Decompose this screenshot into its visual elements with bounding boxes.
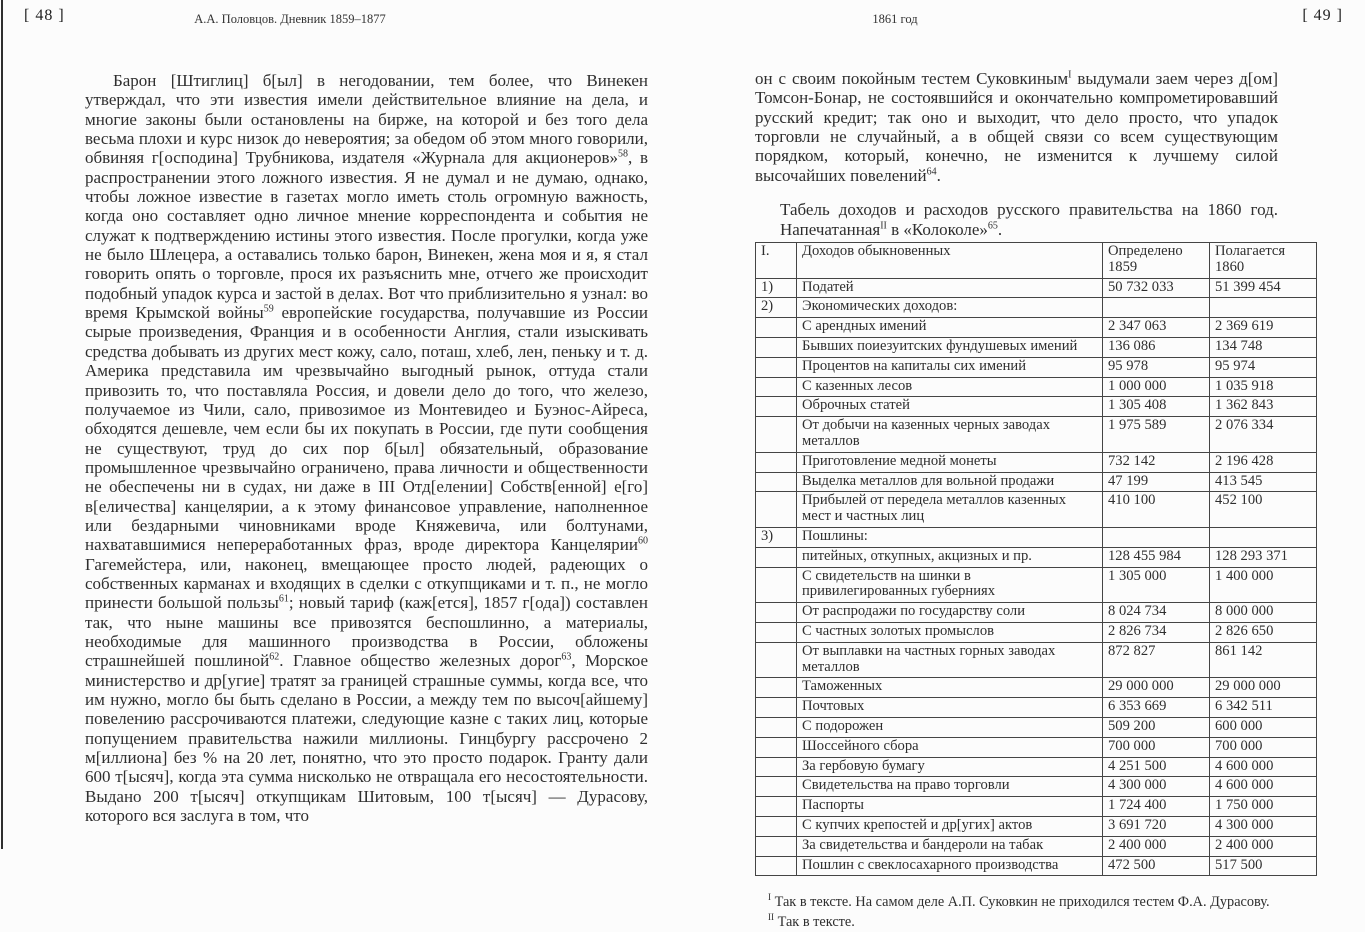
row-number [756,816,797,836]
row-number [756,623,797,643]
table-row [756,757,1317,777]
footnote-ref: 58 [618,148,629,160]
footnote: $^I$ Так в тексте. На самом деле А.П. Суковкин не приходился тестем Ф.А. Дурасову. [768,892,1270,911]
row-value-1859: 700 000 [1103,737,1210,757]
row-label: Приготовление медной монеты [797,452,1103,472]
table-row [756,737,1317,757]
row-value-1859: 509 200 [1103,717,1210,737]
row-value-1860: 2 369 619 [1210,318,1317,338]
header-ordinary-revenues: Доходов обыкновенных [797,243,1103,279]
table-row [756,338,1317,358]
page-number-left: [ 48 ] [24,7,65,24]
footnote-ref: 63 [561,651,572,663]
table-row [756,797,1317,817]
table-row [756,717,1317,737]
row-value-1859: 2 347 063 [1103,318,1210,338]
row-label: Процентов на капиталы сих имений [797,357,1103,377]
row-value-1859: 6 353 669 [1103,698,1210,718]
row-value-1860: 600 000 [1210,717,1317,737]
footnote-ref: 59 [263,303,274,315]
row-value-1860: 4 300 000 [1210,816,1317,836]
table-row [756,698,1317,718]
diary-paragraph-right: он с своим покойным тестем Суковкиным$^I$ выдумали заем через д[ом] Томсон-Бонар, не состоявшийся и окончательно компрометировавший русский кредит; так оно и выходит, что дело просто, что упадок торговли не случайный, а в общей связи со всем существующим порядком, который, конечно, не изменится к лучшему силой высочайших повелений$^{64}$. [755,69,1278,185]
footnote-ref: 62 [269,651,280,663]
row-label: Экономических доходов: [797,298,1103,318]
row-label: С подорожен [797,717,1103,737]
row-label: От добычи на казенных черных заводах металлов [797,417,1103,453]
table-row [756,836,1317,856]
row-number: 2) [756,298,797,318]
row-label: От выплавки на частных горных заводах металлов [797,642,1103,678]
table-header-row [756,243,1317,279]
row-number: 3) [756,528,797,548]
header-section-numeral: I. [756,243,797,279]
row-value-1860 [1210,298,1317,318]
row-number [756,567,797,603]
row-label: Пошлин с свеклосахарного производства [797,856,1103,876]
row-value-1859: 2 826 734 [1103,623,1210,643]
running-title-left: А.А. Половцов. Дневник 1859–1877 [194,12,386,26]
row-number [756,318,797,338]
page-number-right: [ 49 ] [1302,7,1343,24]
row-value-1860: 2 826 650 [1210,623,1317,643]
table-row [756,472,1317,492]
row-value-1860: 95 974 [1210,357,1317,377]
row-number [756,547,797,567]
table-row [756,678,1317,698]
row-number [756,377,797,397]
table-row [756,357,1317,377]
footnote-ref: 61 [278,593,289,605]
row-label: От распродажи по государству соли [797,603,1103,623]
row-value-1860: 1 400 000 [1210,567,1317,603]
row-number: 1) [756,278,797,298]
row-label: За свидетельства и бандероли на табак [797,836,1103,856]
footnote-marker: II [768,912,774,923]
row-value-1860: 8 000 000 [1210,603,1317,623]
row-number [756,642,797,678]
table-row [756,603,1317,623]
table-row [756,492,1317,528]
row-value-1859: 472 500 [1103,856,1210,876]
table-row [756,777,1317,797]
row-value-1859: 4 300 000 [1103,777,1210,797]
footnote-ref: II [880,219,887,231]
row-label: Выделка металлов для вольной продажи [797,472,1103,492]
row-value-1859: 1 305 408 [1103,397,1210,417]
row-label: Оброчных статей [797,397,1103,417]
row-value-1859: 732 142 [1103,452,1210,472]
row-value-1859 [1103,528,1210,548]
row-value-1860 [1210,528,1317,548]
row-value-1859: 128 455 984 [1103,547,1210,567]
row-number [756,357,797,377]
header-expected-1860: Полагается 1860 [1210,243,1317,279]
row-value-1860: 1 362 843 [1210,397,1317,417]
row-value-1860: 134 748 [1210,338,1317,358]
table-row [756,528,1317,548]
row-number [756,777,797,797]
row-value-1860: 452 100 [1210,492,1317,528]
row-number [756,492,797,528]
table-row [756,567,1317,603]
table-row [756,397,1317,417]
row-number [756,452,797,472]
footnotes [755,893,1278,932]
row-value-1859: 1 724 400 [1103,797,1210,817]
row-number [756,338,797,358]
row-label: Прибылей от передела металлов казенных мест и частных лиц [797,492,1103,528]
row-label: С арендных имений [797,318,1103,338]
row-label: Податей [797,278,1103,298]
row-label: Почтовых [797,698,1103,718]
row-number [756,836,797,856]
row-label: С свидетельств на шинки в привилегированных губерниях [797,567,1103,603]
row-value-1860: 51 399 454 [1210,278,1317,298]
row-value-1859: 50 732 033 [1103,278,1210,298]
row-label: С купчих крепостей и др[угих] актов [797,816,1103,836]
row-label: С казенных лесов [797,377,1103,397]
header-determined-1859: Определено 1859 [1103,243,1210,279]
row-value-1860: 1 750 000 [1210,797,1317,817]
row-number [756,678,797,698]
row-value-1859: 1 975 589 [1103,417,1210,453]
row-label: Шоссейного сбора [797,737,1103,757]
row-value-1860: 1 035 918 [1210,377,1317,397]
row-value-1859: 47 199 [1103,472,1210,492]
table-row [756,452,1317,472]
diary-paragraph-left: Барон [Штиглиц] б[ыл] в негодовании, тем более, что Винекен утверждал, что эти известия имели действительное влияние на дела, и многие законы были остановлены на бирже, на которой и без того дела весьма плохи и курс низок до невероятия; за обедом об этом много говорили, обвиняя г[осподина] Трубникова, издателя «Журнала для акционеров»$^{58}$, в распространении этого ложного известия. Я не думал и не думаю, однако, чтобы ложное известие в газетах могло иметь столь огромную важность, когда оно составляет одно личное мнение корреспондента и события не служат к подтверждению истины этого известия. После прогулки, когда уже не было Шлецера, а оставались только барон, Винекен, жена моя и я, я стал говорить опять о торговле, прося их разъяснить мне, отчего же происходит подобный упадок курса и застой в делах. Вот что приблизительно я узнал: во время Крымской войны$^{59}$ европейские государства, получавшие из России сырые произведения, Франция и в особенности Англия, стали изыскивать средства добывать из других мест кожу, сало, поташ, хлеб, лен, пеньку и т. д. Америка представила им чрезвычайно выгодный рынок, оттуда стали привозить то, что поставляла Россия, и довели дело до того, что железо, получаемое из Чили, сало, привозимое из Монтевидео и Буэнос-Айреса, обходятся дешевле, чем если бы их покупать в России, где пути сообщения не существуют, труд до сих пор б[ыл] обязательный, образование промышленное чрезвычайно ограничено, права личности и общественности не обеспечены ни в судах, ни даже в III Отд[елении] Собств[енной] е[го] в[еличества] канцелярии, а к этому финансовое управление, наполненное или бездарными чиновниками вроде Княжевича, или болтунами, нахватавшимися непереработанных фраз, вроде директора Канцелярии$^{60}$ Гагемейстера, или, наконец, вмещающее просто людей, радеющих о собственных карманах и входящих в сделки с откупщиками и т. п., не могло принести большой пользы$^{61}$; новый тариф (каж[ется], 1857 г[ода]) составлен так, что ныне машины все привозятся беспошлинно, а материалы, необходимые для машинного производства в России, обложены страшнейшей пошлиной$^{62}$. Главное общество железных дорог$^{63}$, Морское министерство и др[угие] тратят за границей страшные суммы, когда все, что им нужно, могло бы быть сделано в России, а между тем по высоч[айшему] повелению рассрочиваются платежи, следующие казне с таких лиц, которые попущением правительства нажили миллионы. Гинцбургу рассрочено 2 м[иллиона] без % на 20 лет, понятно, что это просто подарок. Гранту дали 600 т[ысяч], когда эта сумма нисколько не отвращала его несостоятельности. Выдано 200 т[ысяч] откупщикам Шитовым, 100 т[ысяч] — Дурасову, которого вся заслуга в том, что [85,71,648,826]
row-label: Пошлины: [797,528,1103,548]
row-value-1859: 3 691 720 [1103,816,1210,836]
table-row [756,377,1317,397]
footnote-ref: 64 [926,166,937,178]
row-value-1859 [1103,298,1210,318]
row-value-1860: 29 000 000 [1210,678,1317,698]
row-label: За гербовую бумагу [797,757,1103,777]
row-label: Таможенных [797,678,1103,698]
footnote-ref: 65 [987,219,998,231]
row-value-1859: 2 400 000 [1103,836,1210,856]
footnote-marker: I [768,892,771,903]
revenue-table [755,242,1317,876]
right-page [755,69,1288,932]
row-value-1859: 872 827 [1103,642,1210,678]
row-value-1860: 861 142 [1210,642,1317,678]
row-value-1860: 2 076 334 [1210,417,1317,453]
table-row [756,417,1317,453]
scan-edge-line [1,0,3,849]
row-value-1860: 6 342 511 [1210,698,1317,718]
row-label: Свидетельства на право торговли [797,777,1103,797]
running-title-right: 1861 год [872,12,918,26]
row-value-1860: 4 600 000 [1210,777,1317,797]
table-row [756,278,1317,298]
table-row [756,318,1317,338]
table-row [756,623,1317,643]
row-number [756,698,797,718]
row-number [756,717,797,737]
row-label: питейных, откупных, акцизных и пр. [797,547,1103,567]
row-number [756,757,797,777]
row-value-1860: 700 000 [1210,737,1317,757]
row-value-1860: 413 545 [1210,472,1317,492]
row-number [756,603,797,623]
row-label: Бывших поиезуитских фундушевых имений [797,338,1103,358]
row-label: Паспорты [797,797,1103,817]
row-number [756,797,797,817]
revenue-table-body [756,278,1317,876]
row-value-1860: 2 400 000 [1210,836,1317,856]
row-value-1860: 517 500 [1210,856,1317,876]
row-number [756,397,797,417]
row-label: С частных золотых промыслов [797,623,1103,643]
row-value-1859: 1 305 000 [1103,567,1210,603]
row-value-1860: 4 600 000 [1210,757,1317,777]
row-value-1859: 29 000 000 [1103,678,1210,698]
row-value-1859: 4 251 500 [1103,757,1210,777]
row-number [756,737,797,757]
table-row [756,642,1317,678]
row-value-1859: 95 978 [1103,357,1210,377]
footnote-ref: 60 [638,535,648,547]
row-value-1859: 8 024 734 [1103,603,1210,623]
table-row [756,816,1317,836]
row-number [756,472,797,492]
table-row [756,856,1317,876]
row-value-1859: 410 100 [1103,492,1210,528]
left-page [85,71,648,825]
table-title: Табель доходов и расходов русского правительства на 1860 год. Напечатанная$^{II}$ в «Колоколе»$^{65}$. [780,200,1278,239]
row-number [756,417,797,453]
row-value-1859: 136 086 [1103,338,1210,358]
row-number [756,856,797,876]
row-value-1859: 1 000 000 [1103,377,1210,397]
footnote-ref: I [1068,69,1072,81]
revenue-table-head [756,243,1317,279]
row-value-1860: 2 196 428 [1210,452,1317,472]
footnote: $^{II}$ Так в тексте. [768,912,855,930]
row-value-1860: 128 293 371 [1210,547,1317,567]
table-row [756,547,1317,567]
table-row [756,298,1317,318]
